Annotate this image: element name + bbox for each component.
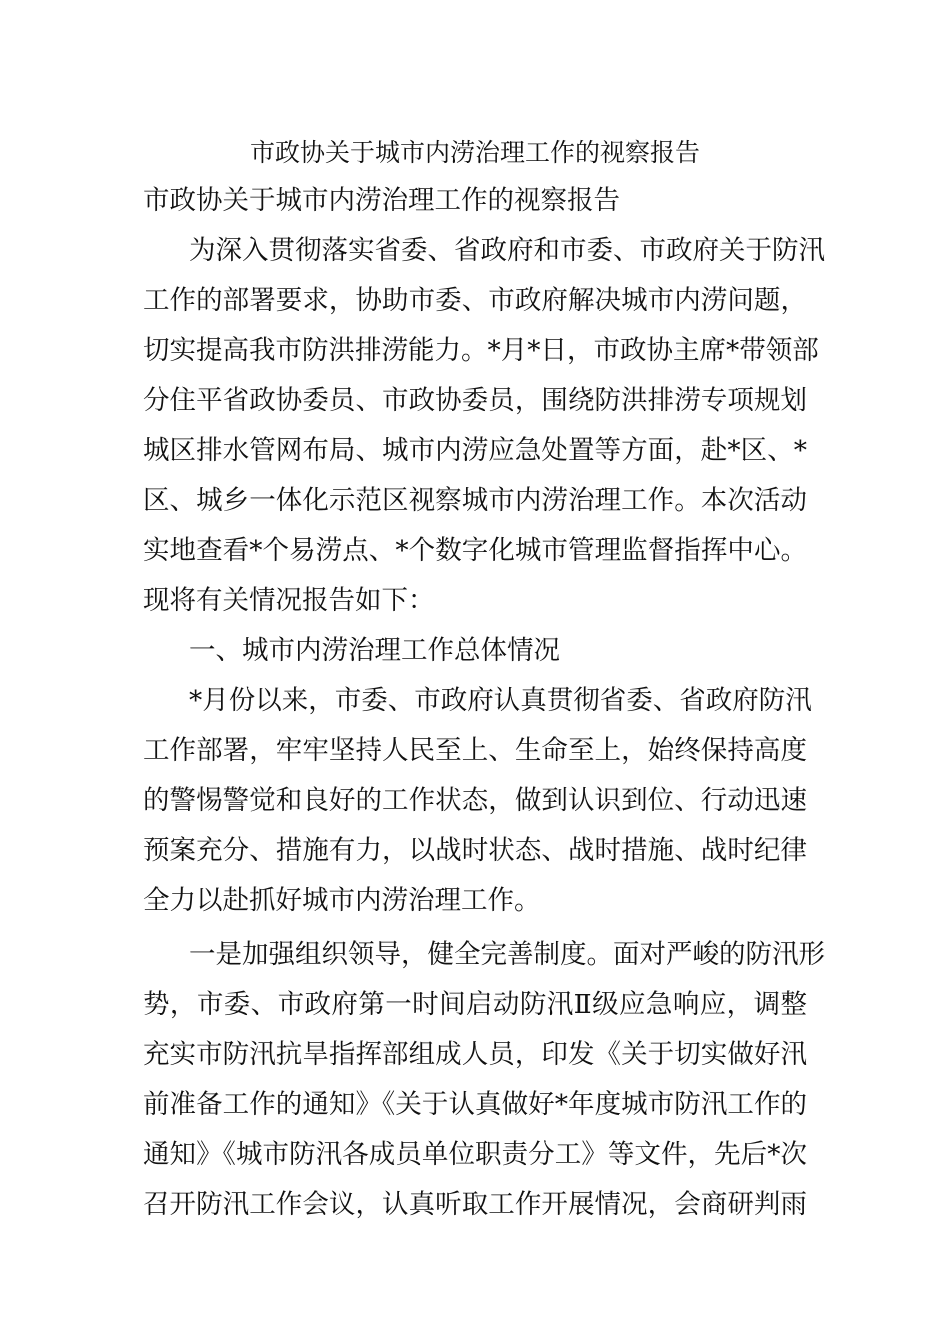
- document-title: 市政协关于城市内涝治理工作的视察报告: [249, 138, 700, 167]
- body-line-1: 为深入贯彻落实省委、省政府和市委、市政府关于防汛: [189, 235, 825, 266]
- body-line-19: 通知》《城市防汛各成员单位职责分工》等文件，先后*次: [143, 1139, 807, 1170]
- body-line-12: 的警惕警觉和良好的工作状态，做到认识到位、行动迅速: [143, 785, 807, 816]
- body-line-2: 工作的部署要求，协助市委、市政府解决城市内涝问题，: [143, 285, 807, 316]
- body-line-6: 区、城乡一体化示范区视察城市内涝治理工作。本次活动: [143, 485, 807, 516]
- body-line-8: 现将有关情况报告如下：: [143, 585, 435, 616]
- body-line-5: 城区排水管网布局、城市内涝应急处置等方面，赴*区、*: [143, 435, 807, 466]
- body-line-14: 全力以赴抓好城市内涝治理工作。: [143, 885, 541, 916]
- body-line-17: 充实市防汛抗旱指挥部组成人员，印发《关于切实做好汛: [143, 1039, 807, 1070]
- body-line-16: 势，市委、市政府第一时间启动防汛Ⅱ级应急响应，调整: [143, 989, 807, 1020]
- body-line-3: 切实提高我市防洪排涝能力。*月*日，市政协主席*带领部: [143, 335, 819, 366]
- body-line-11: 工作部署，牢牢坚持人民至上、生命至上，始终保持高度: [143, 735, 807, 766]
- body-line-7: 实地查看*个易涝点、*个数字化城市管理监督指挥中心。: [143, 535, 807, 566]
- body-line-20: 召开防汛工作会议，认真听取工作开展情况，会商研判雨: [143, 1189, 807, 1220]
- body-line-18: 前准备工作的通知》《关于认真做好*年度城市防汛工作的: [143, 1089, 807, 1120]
- body-line-10: *月份以来，市委、市政府认真贯彻省委、省政府防汛: [189, 685, 812, 716]
- section-heading-1: 一、城市内涝治理工作总体情况: [189, 635, 560, 666]
- body-line-15: 一是加强组织领导，健全完善制度。面对严峻的防汛形: [189, 939, 825, 970]
- body-line-4: 分住平省政协委员、市政协委员，围绕防洪排涝专项规划: [143, 385, 807, 416]
- body-line-13: 预案充分、措施有力，以战时状态、战时措施、战时纪律: [143, 835, 807, 866]
- document-subtitle: 市政协关于城市内涝治理工作的视察报告: [143, 185, 620, 216]
